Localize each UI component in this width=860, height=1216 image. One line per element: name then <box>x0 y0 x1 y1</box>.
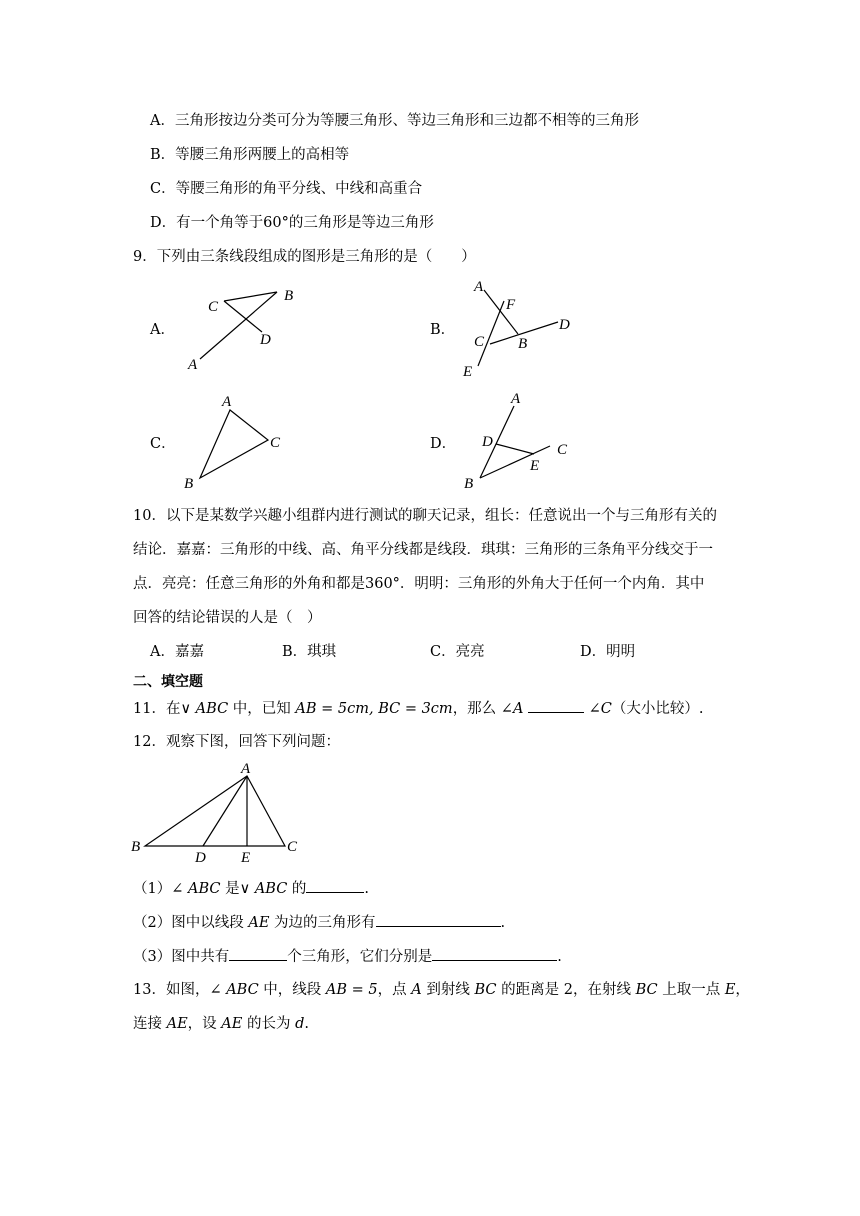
q12-point: C <box>287 839 298 855</box>
q9-figD-point: E <box>530 458 540 474</box>
q10-option-b: B．琪琪 <box>282 644 337 660</box>
q9-figA-point: A <box>188 357 198 373</box>
q9-figC-point: C <box>270 435 281 451</box>
q9-figC-point: B <box>184 476 194 492</box>
q8-option-b: B．等腰三角形两腰上的高相等 <box>150 147 350 163</box>
q10-line2: 结论．嘉嘉：三角形的中线、高、角平分线都是线段．琪琪：三角形的三条角平分线交于一 <box>133 542 713 558</box>
q12-part3: （3）图中共有 个三角形，它们分别是 . <box>133 946 562 967</box>
q10-option-a: A．嘉嘉 <box>150 644 204 660</box>
q9-figure-b <box>460 276 590 381</box>
q8-option-a: A．三角形按边分类可分为等腰三角形、等边三角形和三边都不相等的三角形 <box>150 113 639 129</box>
q12-point: B <box>131 839 141 855</box>
section-heading: 二、填空题 <box>133 674 203 690</box>
q9-figB-point: A <box>474 279 484 295</box>
q9-figB-label: B． <box>430 322 456 338</box>
q9-figure-d <box>460 388 580 493</box>
q9-figD-label: D． <box>430 436 457 452</box>
q12-part1-blank[interactable] <box>306 878 364 893</box>
q9-figA-point: C <box>208 299 219 315</box>
q9-figB-point: D <box>559 317 570 333</box>
q9-stem: 9．下列由三条线段组成的图形是三角形的是（ ） <box>133 249 476 265</box>
q9-figB-point: C <box>474 334 485 350</box>
q9-figC-point: A <box>222 394 232 410</box>
q9-figD-point: B <box>464 476 474 492</box>
q12-part3-list-blank[interactable] <box>432 946 557 961</box>
q9-figD-point: C <box>557 442 568 458</box>
q9-figB-point: F <box>506 297 516 313</box>
q9-figD-point: A <box>511 391 521 407</box>
q9-figure-c <box>180 390 300 495</box>
q10-line4: 回答的结论错误的人是（ ） <box>133 610 322 626</box>
q10-line1: 10．以下是某数学兴趣小组群内进行测试的聊天记录，组长：任意说出一个与三角形有关的 <box>133 508 717 524</box>
q9-figure-a <box>180 282 320 377</box>
q12-point: D <box>195 850 206 866</box>
q9-figB-point: E <box>463 364 473 380</box>
q9-figA-label: A． <box>150 322 175 338</box>
q9-figA-point: B <box>284 288 294 304</box>
q9-figB-point: B <box>518 336 528 352</box>
q9-figD-point: D <box>482 434 493 450</box>
q9-figC-label: C． <box>150 436 176 452</box>
q10-option-c: C．亮亮 <box>430 644 485 660</box>
q12-stem: 12．观察下图，回答下列问题： <box>133 734 340 750</box>
q8-option-d: D．有一个角等于60°的三角形是等边三角形 <box>150 215 434 231</box>
q10-line3: 点．亮亮：任意三角形的外角和都是360°．明明：三角形的外角大于任何一个内角．其中 <box>133 576 705 592</box>
q11: 11．在∨ ABC 中，已知 AB = 5cm, BC = 3cm，那么 ∠A ∠C（大小比较）. <box>133 698 704 719</box>
q13-line1: 13．如图，∠ ABC 中，线段 AB = 5，点 A 到射线 BC 的距离是 2，在射线 BC 上取一点 E， <box>133 982 750 998</box>
q8-option-c: C．等腰三角形的角平分线、中线和高重合 <box>150 181 423 197</box>
q12-part2: （2）图中以线段 AE 为边的三角形有 . <box>133 912 505 933</box>
q11-answer-blank[interactable] <box>528 698 584 713</box>
q9-figA-point: D <box>260 332 271 348</box>
q13-line2: 连接 AE，设 AE 的长为 d. <box>133 1016 309 1032</box>
q12-figure <box>125 758 315 870</box>
q12-point: E <box>241 850 251 866</box>
q12-part2-blank[interactable] <box>376 912 501 927</box>
q12-point: A <box>241 761 251 777</box>
q10-option-d: D．明明 <box>580 644 636 660</box>
q12-part3-count-blank[interactable] <box>229 946 287 961</box>
q12-part1: （1）∠ ABC 是∨ ABC 的 . <box>133 878 369 899</box>
